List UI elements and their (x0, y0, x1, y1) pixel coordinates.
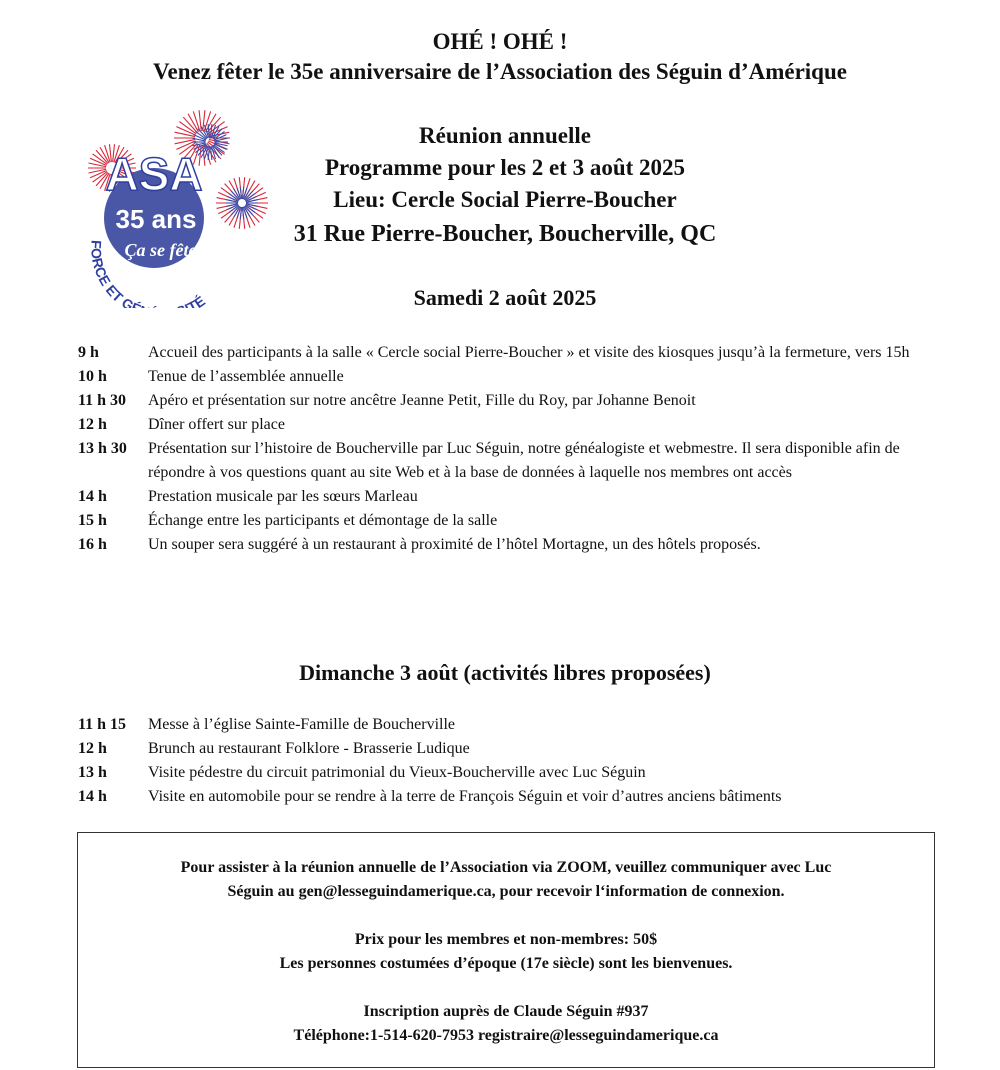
logo-years: 35 ans (115, 204, 197, 234)
schedule-time: 12 h (78, 416, 107, 433)
logo-acronym: ASA (105, 148, 203, 200)
meeting-address: 31 Rue Pierre-Boucher, Boucherville, QC (293, 221, 717, 247)
schedule-time: 9 h (78, 344, 99, 361)
schedule-description: Messe à l’église Sainte-Famille de Boucherville (148, 716, 456, 733)
schedule-item (78, 437, 948, 485)
contact-info: Téléphone:1-514-620-7953 registraire@lesseguindamerique.ca (293, 1027, 719, 1044)
schedule-item (78, 785, 948, 809)
schedule-time: 11 h 15 (78, 716, 127, 733)
schedule-time: 11 h 30 (78, 392, 127, 409)
costume-info: Les personnes costumées d’époque (17e siècle) sont les bienvenues. (279, 955, 733, 972)
header-line-1: OHÉ ! OHÉ ! (432, 29, 568, 54)
schedule-item (78, 365, 948, 389)
schedule-description: Accueil des participants à la salle « Cercle social Pierre-Boucher » et visite des kiosques jusqu’à la fermeture, vers 15h (148, 344, 910, 361)
zoom-info-line-1: Pour assister à la réunion annuelle de l’Association via ZOOM, veuillez communiquer avec Luc (180, 859, 832, 876)
sunday-schedule (78, 713, 948, 809)
schedule-time: 15 h (78, 512, 107, 529)
price-info: Prix pour les membres et non-membres: 50$ (354, 931, 658, 948)
schedule-item (78, 533, 948, 557)
schedule-item (78, 341, 948, 365)
schedule-item (78, 413, 948, 437)
info-box (77, 832, 935, 1068)
saturday-title: Samedi 2 août 2025 (413, 285, 597, 310)
schedule-item (78, 761, 948, 785)
firework-ray (89, 169, 107, 173)
firework-ray (89, 163, 107, 167)
schedule-description: Un souper sera suggéré à un restaurant à proximité de l’hôtel Mortagne, un des hôtels proposés. (148, 536, 761, 553)
schedule-description: Brunch au restaurant Folklore - Brasserie Ludique (148, 740, 470, 757)
schedule-description: Dîner offert sur place (148, 416, 285, 433)
sunday-title: Dimanche 3 août (activités libres proposées) (299, 660, 711, 685)
schedule-time: 13 h 30 (78, 440, 127, 457)
schedule-time: 12 h (78, 740, 107, 757)
schedule-item (78, 509, 948, 533)
schedule-item (78, 389, 948, 413)
zoom-info-line-2: Séguin au gen@lesseguindamerique.ca, pour recevoir l‘information de connexion. (227, 883, 785, 900)
meeting-program: Programme pour les 2 et 3 août 2025 (324, 155, 686, 180)
schedule-description: Visite pédestre du circuit patrimonial du Vieux-Boucherville avec Luc Séguin (148, 764, 646, 781)
schedule-time: 10 h (78, 368, 107, 385)
schedule-description: Échange entre les participants et démontage de la salle (148, 512, 498, 529)
logo-motto: FORCE ET G TÉ (88, 239, 209, 308)
meeting-title: Réunion annuelle (419, 123, 591, 148)
schedule-description: Prestation musicale par les sœurs Marleau (148, 488, 418, 505)
schedule-item (78, 713, 948, 737)
schedule-description: Présentation sur l’histoire de Boucherville par Luc Séguin, notre généalogiste et webmestre. Il sera disponible afin de répondre à vos questions quant au site Web et à la base de données à laquelle nos membres ont accès (148, 440, 900, 481)
schedule-item (78, 737, 948, 761)
schedule-time: 14 h (78, 788, 107, 805)
schedule-time: 14 h (78, 488, 107, 505)
schedule-description: Visite en automobile pour se rendre à la terre de François Séguin et voir d’autres anciens bâtiments (148, 788, 782, 805)
schedule-item (78, 485, 948, 509)
logo-tagline: Ça se fête! (124, 240, 204, 260)
schedule-time: 16 h (78, 536, 107, 553)
header-line-2: Venez fêter le 35e anniversaire de l’Association des Séguin d’Amérique (153, 59, 847, 84)
meeting-venue: Lieu: Cercle Social Pierre-Boucher (333, 187, 677, 212)
saturday-schedule (78, 341, 948, 557)
schedule-description: Tenue de l’assemblée annuelle (148, 368, 344, 385)
schedule-time: 13 h (78, 764, 107, 781)
registration-info: Inscription auprès de Claude Séguin #937 (363, 1003, 649, 1020)
schedule-description: Apéro et présentation sur notre ancêtre Jeanne Petit, Fille du Roy, par Johanne Benoit (148, 392, 696, 409)
